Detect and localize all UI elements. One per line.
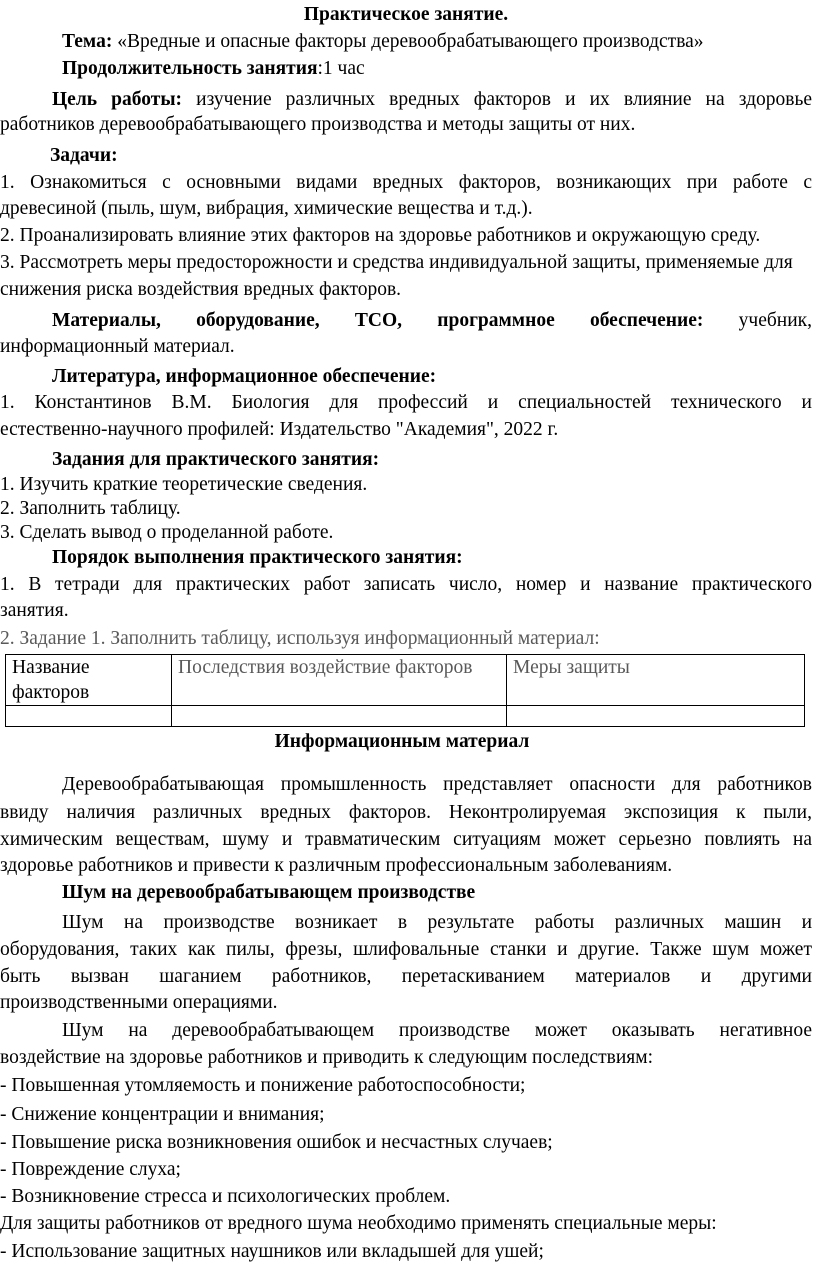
table-cell[interactable] xyxy=(6,706,172,727)
tasks-heading: Задачи: xyxy=(50,145,118,166)
topic-line xyxy=(62,29,816,55)
table-header-cell xyxy=(6,655,172,706)
effect-item: - Повреждение слуха; xyxy=(0,1159,181,1180)
duration-line xyxy=(62,56,816,82)
literature-heading: Литература, информационное обеспечение: xyxy=(52,366,437,387)
intro-line: химическим веществам, шуму и травматическим ситуациям может серьезно повлиять на xyxy=(0,829,812,850)
noise-heading: Шум на деревообрабатывающем производстве xyxy=(62,882,476,903)
assignment-table xyxy=(5,654,805,727)
info-heading: Информационным материал xyxy=(274,731,530,752)
intro-line: ввиду наличия различных вредных факторов. Неконтролируемая экспозиция к пыли, xyxy=(0,802,812,823)
table-header-cell: Меры защиты xyxy=(507,655,805,706)
table-cell[interactable] xyxy=(507,706,805,727)
task-line: 2. Проанализировать влияние этих факторов на здоровье работников и окружающую среду. xyxy=(0,225,761,246)
assignments-heading: Задания для практического занятия: xyxy=(52,449,380,470)
assignment-item: 2. Заполнить таблицу. xyxy=(0,498,181,519)
document-title: Практическое занятие. xyxy=(303,4,509,25)
noise-paragraph-line: оборудования, таких как пилы, фрезы, шлифовальные станки и другие. Также шум может xyxy=(0,939,812,960)
goal-label: Цель работы: xyxy=(52,89,183,110)
materials-text-1: учебник, xyxy=(703,310,812,331)
intro-line: Деревообрабатывающая промышленность представляет опасности для работников xyxy=(62,774,812,795)
header-factor-name-1: Название xyxy=(12,657,90,678)
materials-label: Материалы, оборудование, ТСО, программное обеспечение: xyxy=(52,310,704,331)
effect-item: - Снижение концентрации и внимания; xyxy=(0,1104,325,1125)
intro-line: здоровье работников и привести к различным профессиональным заболеваниям. xyxy=(0,855,673,876)
noise-paragraph-line: Шум на деревообрабатывающем производстве может оказывать негативное xyxy=(62,1020,812,1041)
topic-text: «Вредные и опасные факторы деревообрабатывающего производства» xyxy=(112,31,704,52)
task-line: древесиной (пыль, шум, вибрация, химические вещества и т.д.). xyxy=(0,198,533,219)
literature-line: естественно-научного профилей: Издательство "Академия", 2022 г. xyxy=(0,419,559,440)
effect-item: - Возникновение стресса и психологических проблем. xyxy=(0,1186,451,1207)
task-line: 3. Рассмотреть меры предосторожности и средства индивидуальной защиты, применяемые для xyxy=(0,252,793,273)
duration-label: Продолжительность занятия xyxy=(62,58,318,79)
noise-paragraph-line: производственными операциями. xyxy=(0,992,278,1013)
task-line: снижения риска воздействия вредных факторов. xyxy=(0,279,402,300)
literature-line: 1. Константинов В.М. Биология для профессий и специальностей технического и xyxy=(0,392,812,413)
header-factor-name-2: факторов xyxy=(12,682,90,703)
table-cell[interactable] xyxy=(172,706,507,727)
goal-line-1 xyxy=(52,87,812,113)
materials-line-1 xyxy=(52,308,812,334)
materials-line-2: информационный материал. xyxy=(0,336,235,357)
table-row xyxy=(6,706,805,727)
noise-paragraph-line: воздействие на здоровье работников и приводить к следующим последствиям: xyxy=(0,1047,653,1068)
protection-intro: Для защиты работников от вредного шума необходимо применять специальные меры: xyxy=(0,1213,717,1234)
goal-text-1: изучение различных вредных факторов и их влияние на здоровье xyxy=(182,89,813,110)
assignment-item: 1. Изучить краткие теоретические сведения. xyxy=(0,474,368,495)
noise-paragraph-line: быть вызван шаганием работников, перетаскиванием материалов и другими xyxy=(0,966,812,987)
table-header-row xyxy=(6,655,805,706)
assignment-item: 3. Сделать вывод о проделанной работе. xyxy=(0,522,334,543)
table-header-cell: Последствия воздействие факторов xyxy=(172,655,507,706)
effect-item: - Повышенная утомляемость и понижение работоспособности; xyxy=(0,1075,526,1096)
duration-text: :1 час xyxy=(317,58,365,79)
procedure-line: занятия. xyxy=(0,600,69,621)
noise-paragraph-line: Шум на производстве возникает в результате работы различных машин и xyxy=(62,912,812,933)
procedure-line: 2. Задание 1. Заполнить таблицу, используя информационный материал: xyxy=(0,628,600,649)
task-line: 1. Ознакомиться с основными видами вредных факторов, возникающих при работе с xyxy=(0,172,812,193)
topic-label: Тема: xyxy=(62,31,113,52)
protection-item: - Использование защитных наушников или вкладышей для ушей; xyxy=(0,1241,544,1262)
procedure-line: 1. В тетради для практических работ записать число, номер и название практического xyxy=(0,574,812,595)
goal-line-2: работников деревообрабатывающего производства и методы защиты от них. xyxy=(0,114,636,135)
procedure-heading: Порядок выполнения практического занятия: xyxy=(52,547,463,568)
effect-item: - Повышение риска возникновения ошибок и несчастных случаев; xyxy=(0,1132,553,1153)
